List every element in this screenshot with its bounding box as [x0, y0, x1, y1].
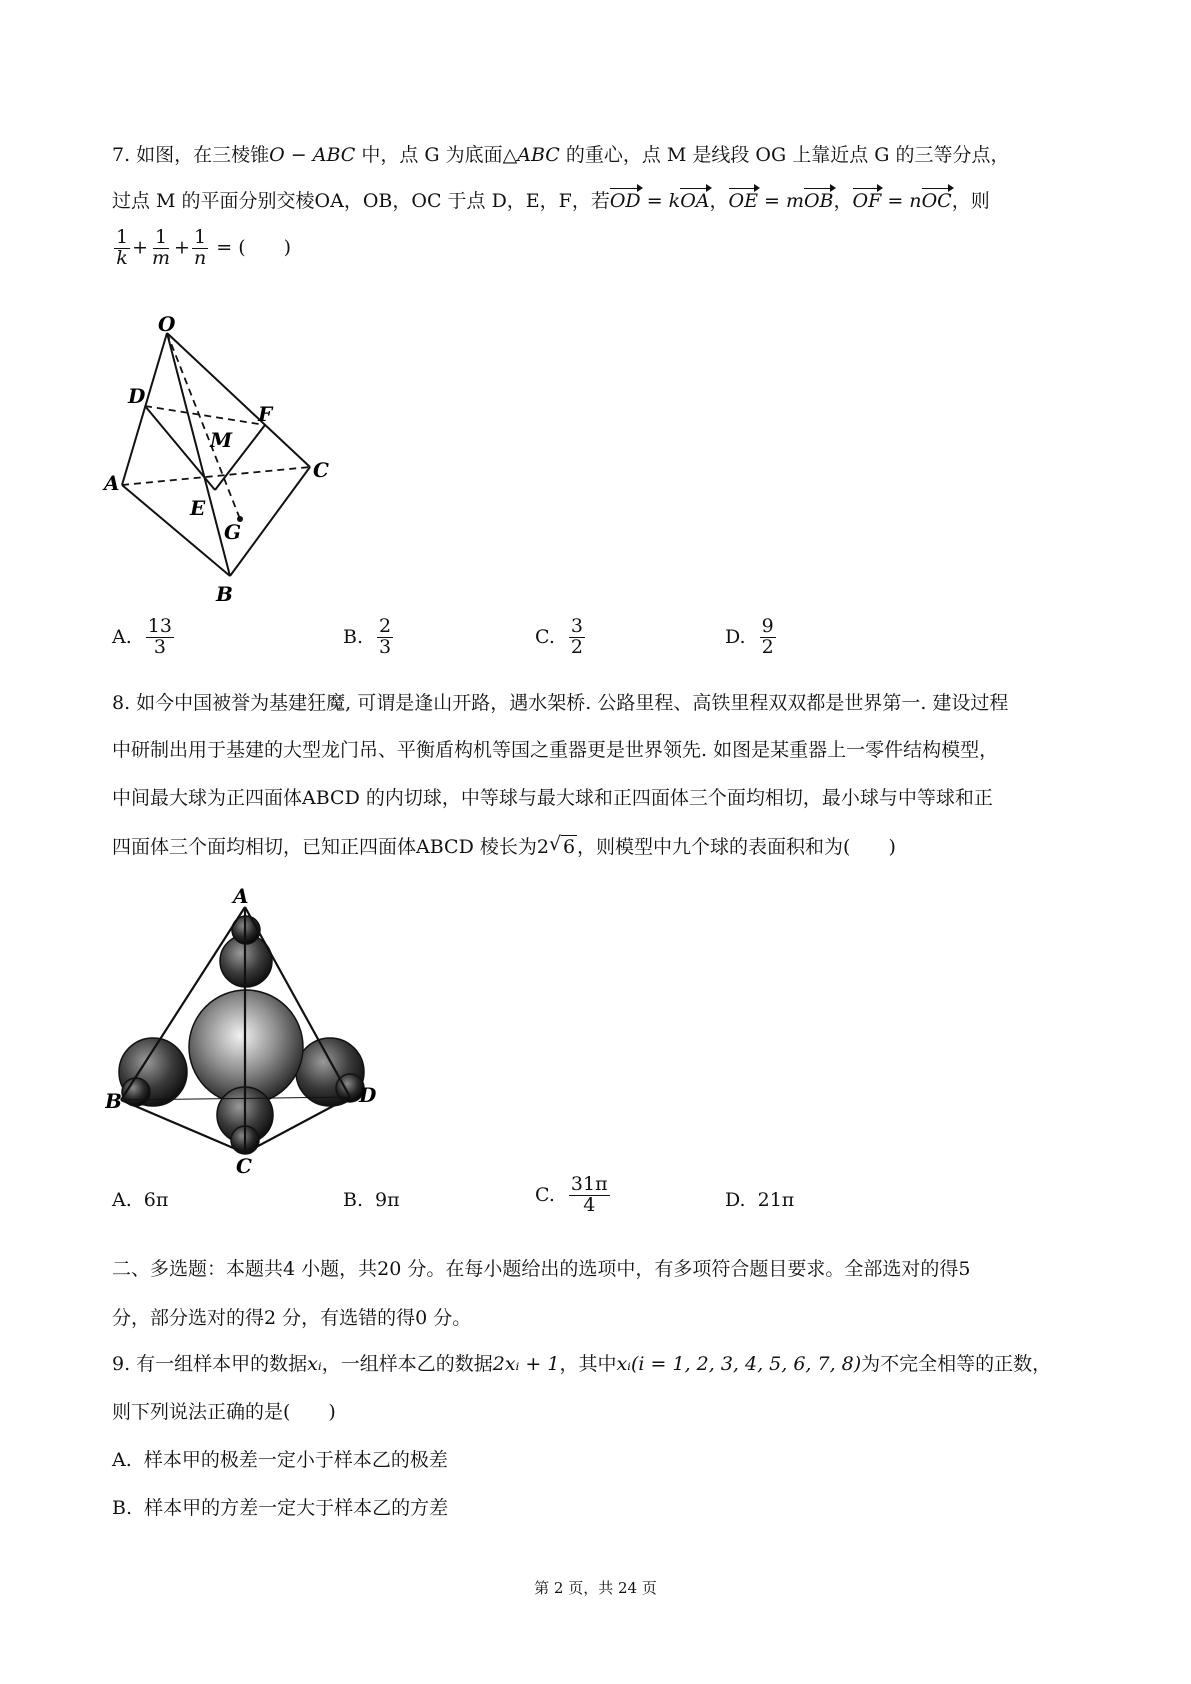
option-label: A. — [112, 1189, 132, 1211]
q8-line2: 中研制出用于基建的大型龙门吊、平衡盾构机等国之重器更是世界领先. 如图是某重器上一零件结构模型， — [112, 739, 999, 761]
q8-text: ，则模型中九个球的表面积和为( ) — [577, 836, 896, 858]
section2-line1: 二、多选题：本题共4 小题，共20 分。在每小题给出的选项中，有多项符合题目要求。全部选对的得5 — [112, 1258, 971, 1280]
option-label: C. — [535, 626, 555, 649]
frac-den: 3 — [153, 635, 166, 658]
q8-option-b[interactable] — [343, 1189, 400, 1211]
q9-text: 为不完全相等的正数， — [861, 1353, 1052, 1375]
page-footer: 第 2 页，共 24 页 — [534, 1579, 657, 1597]
figure-label-b: B — [216, 582, 233, 606]
q8-option-c[interactable] — [535, 1175, 612, 1216]
fraction-1-over-n — [192, 228, 208, 269]
option-label: C. — [535, 1184, 555, 1207]
q7-line2 — [112, 187, 990, 215]
plus: + — [174, 236, 190, 259]
q7-option-c[interactable] — [535, 617, 587, 658]
q9-line1 — [112, 1350, 1051, 1378]
option-label: D. — [725, 626, 746, 649]
tetrahedron-figure — [100, 315, 360, 610]
sqrt-expression: √ 6 — [548, 833, 576, 858]
figure-label-o: O — [158, 315, 176, 336]
q7-eq: = n — [881, 190, 922, 212]
q8-line3: 中间最大球为正四面体ABCD 的内切球，中等球与最大球和正四面体三个面均相切，最小球与中等球和正 — [112, 787, 993, 809]
figure-label-d: D — [359, 1083, 377, 1107]
vector-ob: OB — [804, 187, 834, 215]
figure-label-f: F — [258, 402, 273, 426]
option-fraction — [569, 1175, 610, 1216]
q7-expression — [112, 228, 291, 269]
frac-num: 3 — [570, 615, 583, 637]
figure-label-a: A — [104, 471, 120, 495]
vector-of: OF — [853, 187, 882, 215]
vector-oe: OE — [729, 187, 758, 215]
q8-option-d[interactable] — [725, 1189, 794, 1211]
q7-line1 — [112, 141, 1009, 169]
figure-label-c: C — [236, 1154, 252, 1175]
q7-text: 的重心，点 M 是线段 OG 上靠近点 G 的三等分点， — [559, 144, 1010, 166]
figure-label-e: E — [190, 496, 206, 520]
option-label: A. — [112, 1449, 132, 1471]
q7-sep: ， — [709, 190, 729, 212]
q8-text: 四面体三个面均相切，已知正四面体ABCD 棱长为 — [112, 836, 537, 858]
q9-text: ，一组样本乙的数据 — [321, 1353, 493, 1375]
frac-den: n — [193, 246, 207, 269]
frac-num: 13 — [147, 615, 172, 637]
frac-den: 2 — [761, 635, 774, 658]
vector-od: OD — [610, 187, 641, 215]
frac-num: 1 — [154, 226, 168, 248]
option-text: 样本甲的方差一定大于样本乙的方差 — [144, 1497, 449, 1519]
option-fraction — [760, 617, 776, 658]
plus: + — [132, 236, 149, 259]
option-label: B. — [343, 1189, 364, 1211]
option-value: 9π — [375, 1189, 400, 1211]
option-value: 6π — [143, 1189, 169, 1211]
q9-option-b[interactable] — [112, 1494, 448, 1522]
q9-xi: xᵢ — [307, 1353, 322, 1375]
figure-label-c: C — [313, 458, 329, 482]
vector-oc: OC — [922, 187, 952, 215]
option-label: A. — [112, 626, 132, 649]
option-text: 样本甲的极差一定小于样本乙的极差 — [143, 1449, 448, 1471]
option-fraction — [377, 617, 393, 658]
figure-label-b: B — [105, 1089, 122, 1113]
option-label: B. — [343, 626, 364, 649]
option-label: D. — [725, 1189, 746, 1211]
frac-den: 2 — [570, 635, 583, 658]
vector-oa: OA — [680, 187, 709, 215]
q7-text: 中，点 G 为底面 — [355, 144, 503, 166]
q9-line2: 则下列说法正确的是( ) — [112, 1401, 336, 1423]
frac-den: m — [152, 246, 171, 269]
fraction-1-over-k — [114, 228, 130, 269]
section2-line2: 分，部分选对的得2 分，有选错的得0 分。 — [112, 1307, 472, 1329]
q8-option-a[interactable] — [112, 1189, 168, 1211]
spheres-tetrahedron-figure — [105, 875, 385, 1175]
q9-index: xᵢ(i = 1, 2, 3, 4, 5, 6, 7, 8) — [616, 1353, 862, 1375]
frac-num: 9 — [761, 615, 774, 637]
q7-text: 7. 如图，在三棱锥 — [112, 144, 270, 166]
q7-option-d[interactable] — [725, 617, 778, 658]
frac-num: 1 — [116, 226, 129, 248]
figure-label-m: M — [210, 428, 233, 452]
q8-line1: 8. 如今中国被誉为基建狂魔, 可谓是逢山开路，遇水架桥. 公路里程、高铁里程双双都是世界第一. 建设过程 — [112, 692, 1009, 714]
q7-option-b[interactable] — [343, 617, 395, 658]
q7-answer-blank: = ( ) — [210, 236, 292, 259]
option-label: B. — [112, 1497, 133, 1519]
figure-label-d: D — [128, 384, 146, 408]
figure-label-g: G — [224, 520, 242, 544]
frac-num: 31π — [570, 1173, 608, 1195]
q7-triangle: △ABC — [502, 144, 560, 166]
frac-den: k — [116, 246, 128, 269]
option-value: 21π — [757, 1189, 795, 1211]
q7-eq: = k — [640, 190, 681, 212]
q7-pyramid: O − ABC — [269, 144, 356, 166]
q9-text: ，其中 — [559, 1353, 617, 1375]
option-fraction — [146, 617, 174, 658]
fraction-1-over-m — [150, 228, 172, 269]
q8-line4 — [112, 833, 896, 861]
option-fraction — [569, 617, 585, 658]
frac-num: 2 — [379, 615, 392, 637]
frac-den: 3 — [379, 635, 392, 658]
frac-num: 1 — [194, 226, 207, 248]
q7-option-a[interactable] — [112, 617, 176, 658]
q7-text: ，则 — [951, 190, 990, 212]
q7-sep: ， — [833, 190, 853, 212]
sqrt-radicand: 6 — [562, 836, 576, 858]
q9-transform: 2xᵢ + 1 — [492, 1353, 560, 1375]
edge-coefficient: 2 — [536, 836, 549, 858]
frac-den: 4 — [583, 1193, 596, 1216]
figure-label-a: A — [233, 884, 249, 908]
q9-option-a[interactable] — [112, 1446, 448, 1474]
q9-text: 9. 有一组样本甲的数据 — [112, 1353, 308, 1375]
q7-text: 过点 M 的平面分别交棱OA，OB，OC 于点 D，E，F，若 — [112, 190, 610, 212]
q7-eq: = m — [757, 190, 804, 212]
